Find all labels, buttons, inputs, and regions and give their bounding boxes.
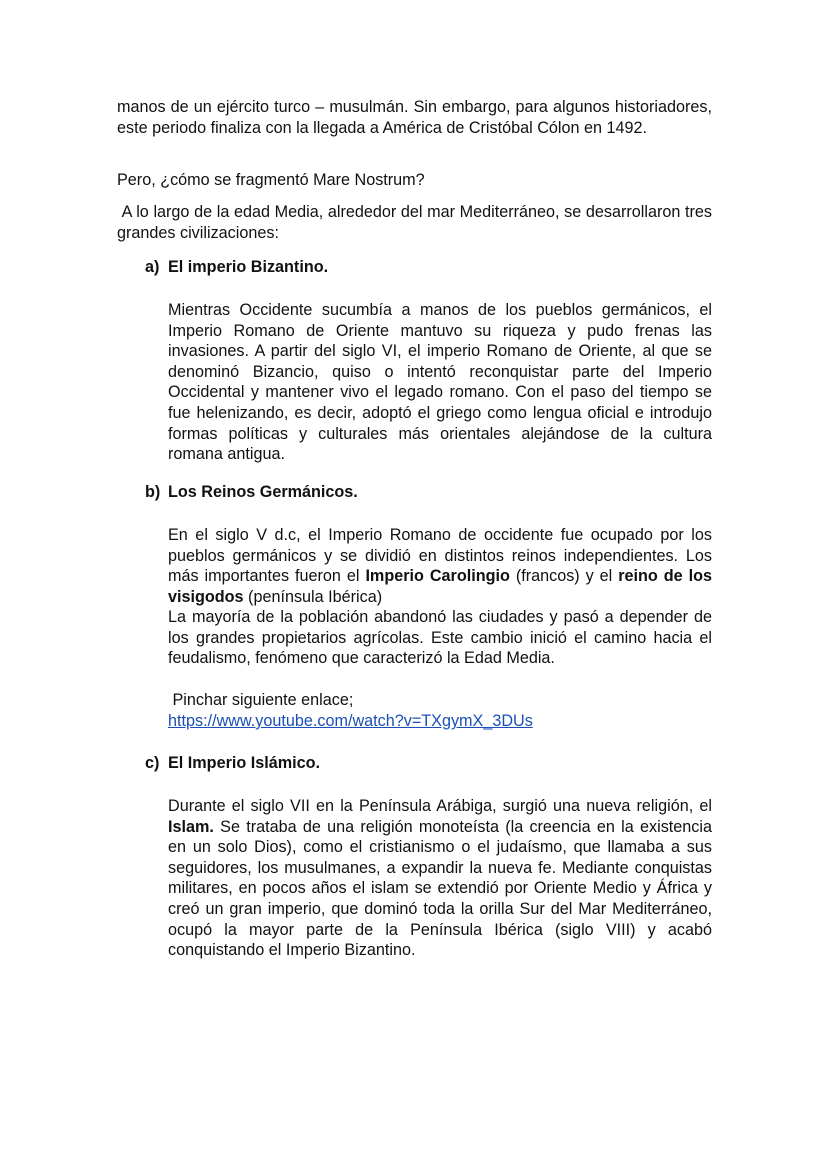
- bizantino-paragraph: Mientras Occidente sucumbía a manos de los pueblos germánicos, el Imperio Romano de Oriente mantuvo su riqueza y pudo frenas las invasiones. A partir del siglo VI, el imperio Romano de Oriente, al que se denominó Bizancio, quiso o intentó reconquistar parte del Imperio Occidental y mantener vivo el legado romano. Con el paso del tiempo se fue helenizando, es decir, adoptó el griego como lengua oficial e introdujo formas políticas y culturales más orientales alejándose de la cultura romana antigua.: [168, 301, 712, 464]
- question-paragraph: Pero, ¿cómo se fragmentó Mare Nostrum?: [117, 171, 425, 189]
- intro-paragraph: manos de un ejército turco – musulmán. Sin embargo, para algunos historiadores, este periodo finaliza con la llegada a América de Cristóbal Cólon en 1492.: [117, 98, 712, 137]
- germanicos-paragraph-2: La mayoría de la población abandonó las ciudades y pasó a depender de los grandes propietarios agrícolas. Este cambio inició el camino hacia el feudalismo, fenómeno que caracterizó la Edad Media.: [168, 608, 712, 668]
- islamico-paragraph: [168, 796, 712, 961]
- link-intro: Pinchar siguiente enlace;: [168, 691, 354, 709]
- text: (francos) y el: [509, 567, 619, 586]
- text: Durante el siglo VII en la Península Arábiga, surgió una nueva religión, el: [168, 797, 712, 815]
- section-heading-islamico: [145, 753, 320, 774]
- civilizations-intro: A lo largo de la edad Media, alrededor del mar Mediterráneo, se desarrollaron tres grandes civilizaciones:: [117, 203, 717, 242]
- bold-term: reino de los visigodos: [168, 567, 712, 606]
- youtube-link[interactable]: https://www.youtube.com/watch?v=TXgymX_3DUs: [168, 712, 533, 730]
- text: En el siglo V d.c, el Imperio Romano de occidente fue ocupado por los pueblos germánicos y se dividió en distintos reinos independientes. Los más importantes fueron el: [168, 526, 712, 586]
- section-title: Los Reinos Germánicos.: [168, 483, 358, 501]
- section-heading-germanicos: [145, 482, 358, 503]
- list-marker: a): [145, 258, 160, 276]
- list-marker: b): [145, 483, 161, 501]
- germanicos-paragraph: [168, 525, 712, 607]
- section-title: El Imperio Islámico.: [168, 754, 321, 772]
- bold-term: Islam.: [168, 817, 214, 836]
- text: (península Ibérica): [243, 587, 383, 606]
- bold-term: Imperio Carolingio: [365, 567, 510, 586]
- section-heading-bizantino: [145, 257, 328, 278]
- text: Se trataba de una religión monoteísta (la creencia en la existencia en un solo Dios), como el cristianismo o el judaísmo, que llamaba a sus seguidores, los musulmanes, a expandir la nueva fe. Mediante conquistas militares, en pocos años el islam se extendió por Oriente Medio y África y creó un gran imperio, que dominó toda la orilla Sur del Mar Mediterráneo, ocupó la mayor parte de la Península Ibérica (siglo VIII) y acabó conquistando el Imperio Bizantino.: [168, 817, 712, 960]
- list-marker: c): [145, 754, 160, 772]
- section-title: El imperio Bizantino.: [168, 258, 329, 276]
